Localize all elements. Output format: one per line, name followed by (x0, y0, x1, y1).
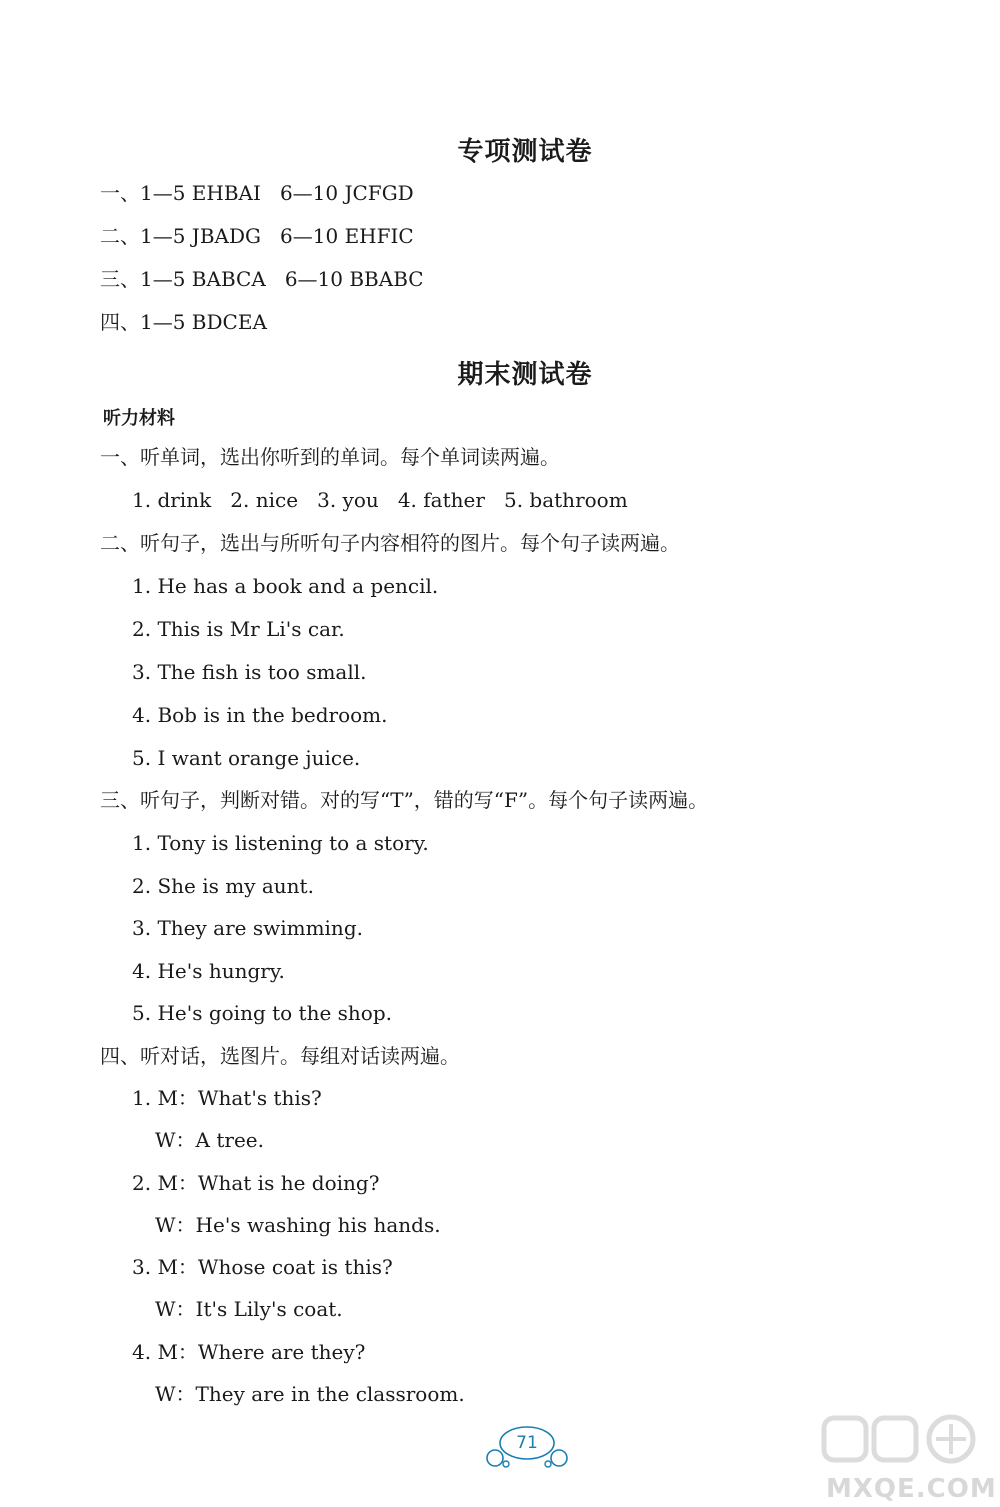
part4-instruction: 四、听对话，选图片。每组对话读两遍。 (100, 1044, 460, 1068)
dialogue-4-answer: W：They are in the classroom. (155, 1382, 465, 1406)
part1-instruction: 一、听单词，选出你听到的单词。每个单词读两遍。 (100, 445, 560, 469)
watermark-text: MXQE.COM (826, 1474, 997, 1504)
page-number-badge (484, 1422, 570, 1472)
part2-item-4: 4. Bob is in the bedroom. (132, 703, 388, 727)
dialogue-3-answer: W：It's Lily's coat. (155, 1297, 343, 1321)
part1-words: 1. drink 2. nice 3. you 4. father 5. bathroom (132, 488, 628, 512)
part2-item-1: 1. He has a book and a pencil. (132, 574, 439, 598)
dialogue-1-answer: W：A tree. (155, 1128, 264, 1152)
part2-instruction: 二、听句子，选出与所听句子内容相符的图片。每个句子读两遍。 (100, 531, 680, 555)
answer-line-4: 四、1—5 BDCEA (100, 310, 267, 334)
part3-item-1: 1. Tony is listening to a story. (132, 831, 429, 855)
dialogue-1-question: 1. M：What's this? (132, 1086, 322, 1110)
part3-instruction: 三、听句子，判断对错。对的写“T”，错的写“F”。每个句子读两遍。 (100, 788, 709, 812)
part3-item-4: 4. He's hungry. (132, 959, 285, 983)
section-title-final-test: 期末测试卷 (457, 360, 593, 390)
part2-item-5: 5. I want orange juice. (132, 746, 361, 770)
page-number: 71 (516, 1433, 538, 1453)
dialogue-2-question: 2. M：What is he doing? (132, 1171, 380, 1195)
site-watermark (786, 1412, 996, 1502)
part3-item-5: 5. He's going to the shop. (132, 1001, 393, 1025)
section-title-special-test: 专项测试卷 (457, 137, 593, 167)
dialogue-2-answer: W：He's washing his hands. (155, 1213, 441, 1237)
listening-material-heading: 听力材料 (103, 408, 175, 429)
part2-item-2: 2. This is Mr Li's car. (132, 617, 345, 641)
watermark-logo-icon (786, 1412, 996, 1472)
part2-item-3: 3. The fish is too small. (132, 660, 367, 684)
part3-item-3: 3. They are swimming. (132, 916, 363, 940)
answer-line-3: 三、1—5 BABCA 6—10 BBABC (100, 267, 424, 291)
part3-item-2: 2. She is my aunt. (132, 874, 314, 898)
dialogue-3-question: 3. M：Whose coat is this? (132, 1255, 393, 1279)
answer-line-1: 一、1—5 EHBAI 6—10 JCFGD (100, 181, 414, 205)
dialogue-4-question: 4. M：Where are they? (132, 1340, 366, 1364)
answer-line-2: 二、1—5 JBADG 6—10 EHFIC (100, 224, 414, 248)
